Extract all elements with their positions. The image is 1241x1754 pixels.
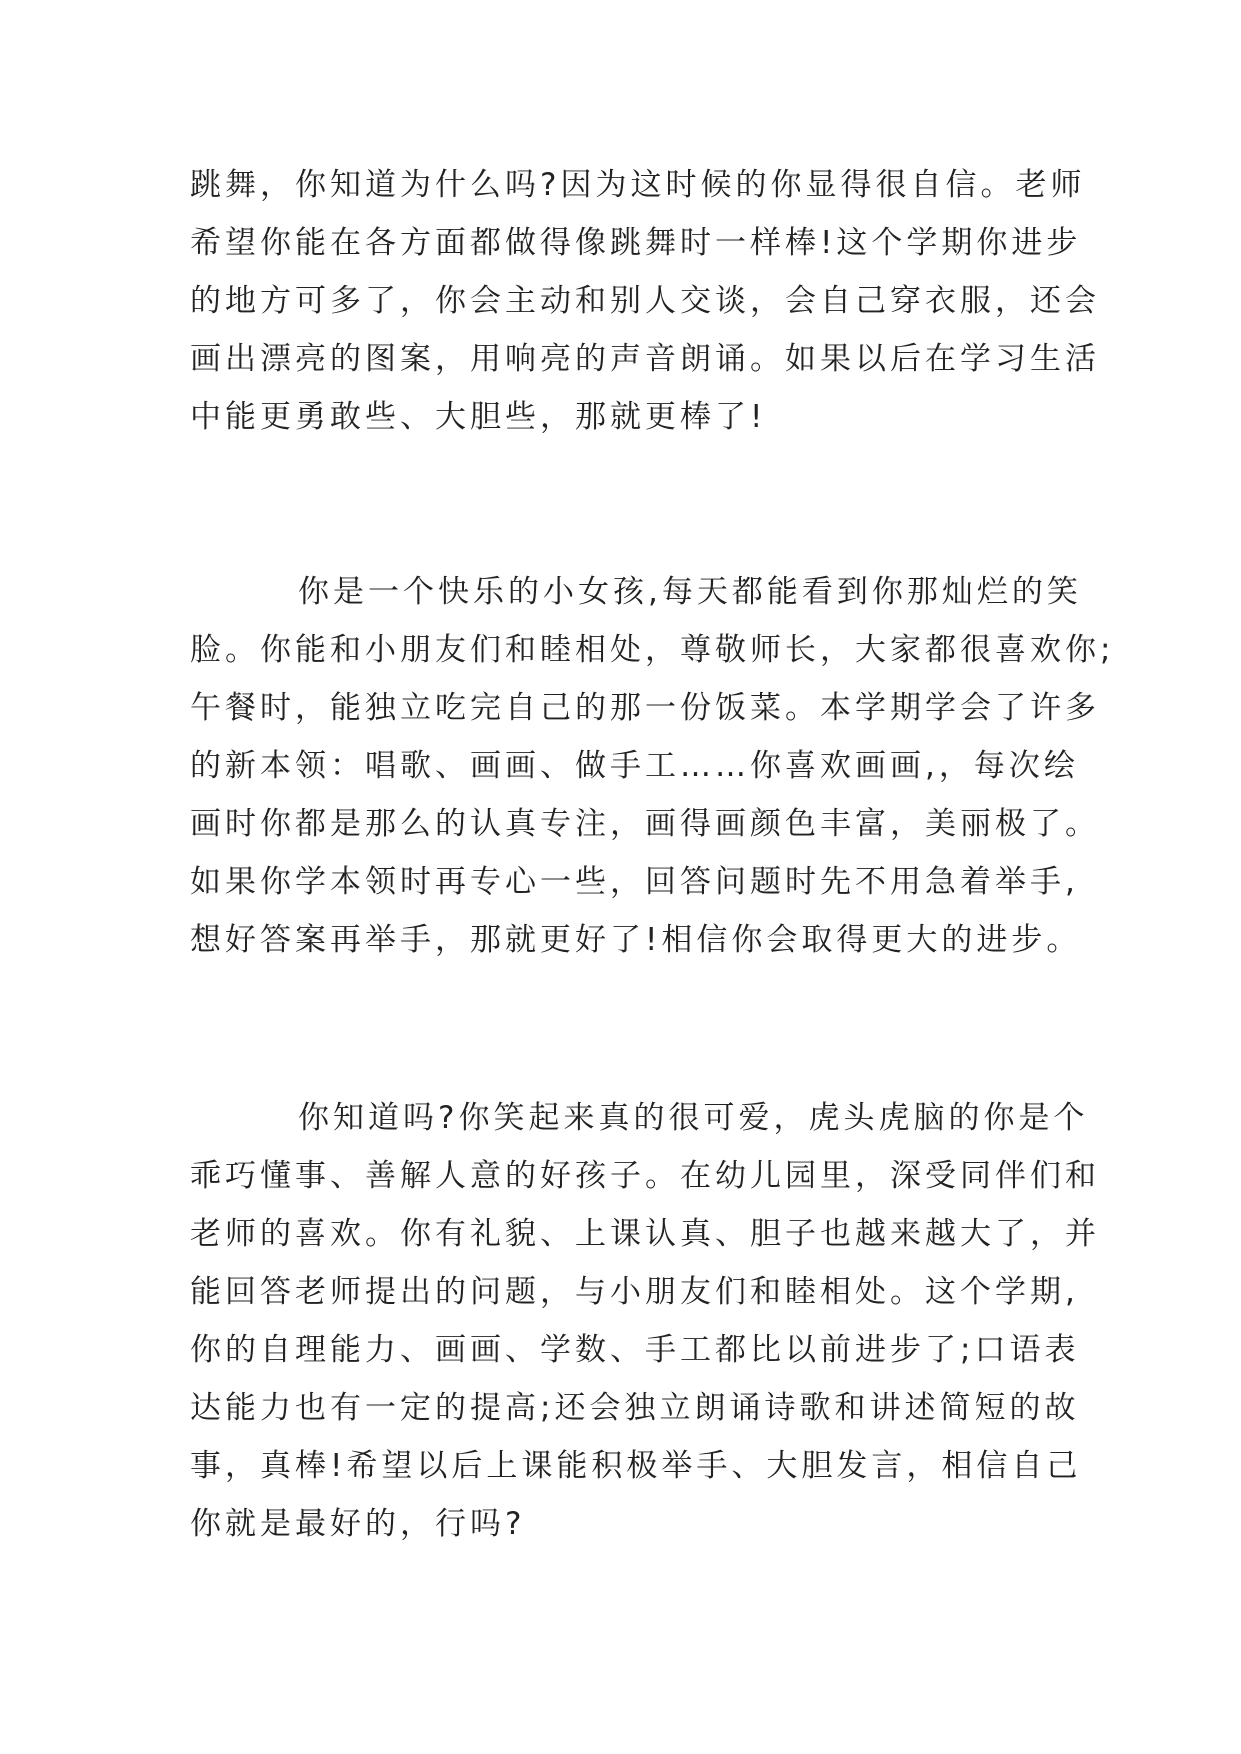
paragraph-line: 能回答老师提出的问题，与小朋友们和睦相处。这个学期, [190, 1274, 1079, 1310]
paragraph-line: 画时你都是那么的认真专注，画得画颜色丰富，美丽极了。 [190, 806, 1100, 842]
paragraph-2 [190, 563, 1115, 969]
paragraph-line: 你知道吗?你笑起来真的很可爱，虎头虎脑的你是个 [298, 1100, 1089, 1136]
paragraph-line: 想好答案再举手，那就更好了!相信你会取得更大的进步。 [190, 922, 1082, 958]
paragraph-line: 的新本领：唱歌、画画、做手工……你喜欢画画,，每次绘 [190, 748, 1079, 784]
paragraph-3 [190, 1089, 1100, 1553]
paragraph-line: 你是一个快乐的小女孩,每天都能看到你那灿烂的笑 [298, 574, 1082, 610]
paragraph-line: 画出漂亮的图案，用响亮的声音朗诵。如果以后在学习生活 [190, 341, 1100, 377]
paragraph-line: 事，真棒!希望以后上课能积极举手、大胆发言，相信自己 [190, 1448, 1082, 1484]
paragraph-line: 希望你能在各方面都做得像跳舞时一样棒!这个学期你进步 [190, 225, 1082, 261]
paragraph-line: 你的自理能力、画画、学数、手工都比以前进步了;口语表 [190, 1332, 1080, 1368]
paragraph-line: 如果你学本领时再专心一些，回答问题时先不用急着举手, [190, 864, 1079, 900]
paragraph-line: 脸。你能和小朋友们和睦相处，尊敬师长，大家都很喜欢你; [190, 632, 1115, 668]
paragraph-line: 老师的喜欢。你有礼貌、上课认真、胆子也越来越大了，并 [190, 1216, 1100, 1252]
paragraph-line: 达能力也有一定的提高;还会独立朗诵诗歌和讲述简短的故 [190, 1390, 1080, 1426]
paragraph-line: 你就是最好的，行吗? [190, 1506, 526, 1542]
paragraph-line: 的地方可多了，你会主动和别人交谈，会自己穿衣服，还会 [190, 283, 1100, 319]
paragraph-1 [190, 156, 1100, 446]
paragraph-line: 午餐时，能独立吃完自己的那一份饭菜。本学期学会了许多 [190, 690, 1100, 726]
paragraph-line: 跳舞，你知道为什么吗?因为这时候的你显得很自信。老师 [190, 167, 1086, 203]
paragraph-line: 乖巧懂事、善解人意的好孩子。在幼儿园里，深受同伴们和 [190, 1158, 1100, 1194]
paragraph-line: 中能更勇敢些、大胆些，那就更棒了! [190, 399, 767, 435]
